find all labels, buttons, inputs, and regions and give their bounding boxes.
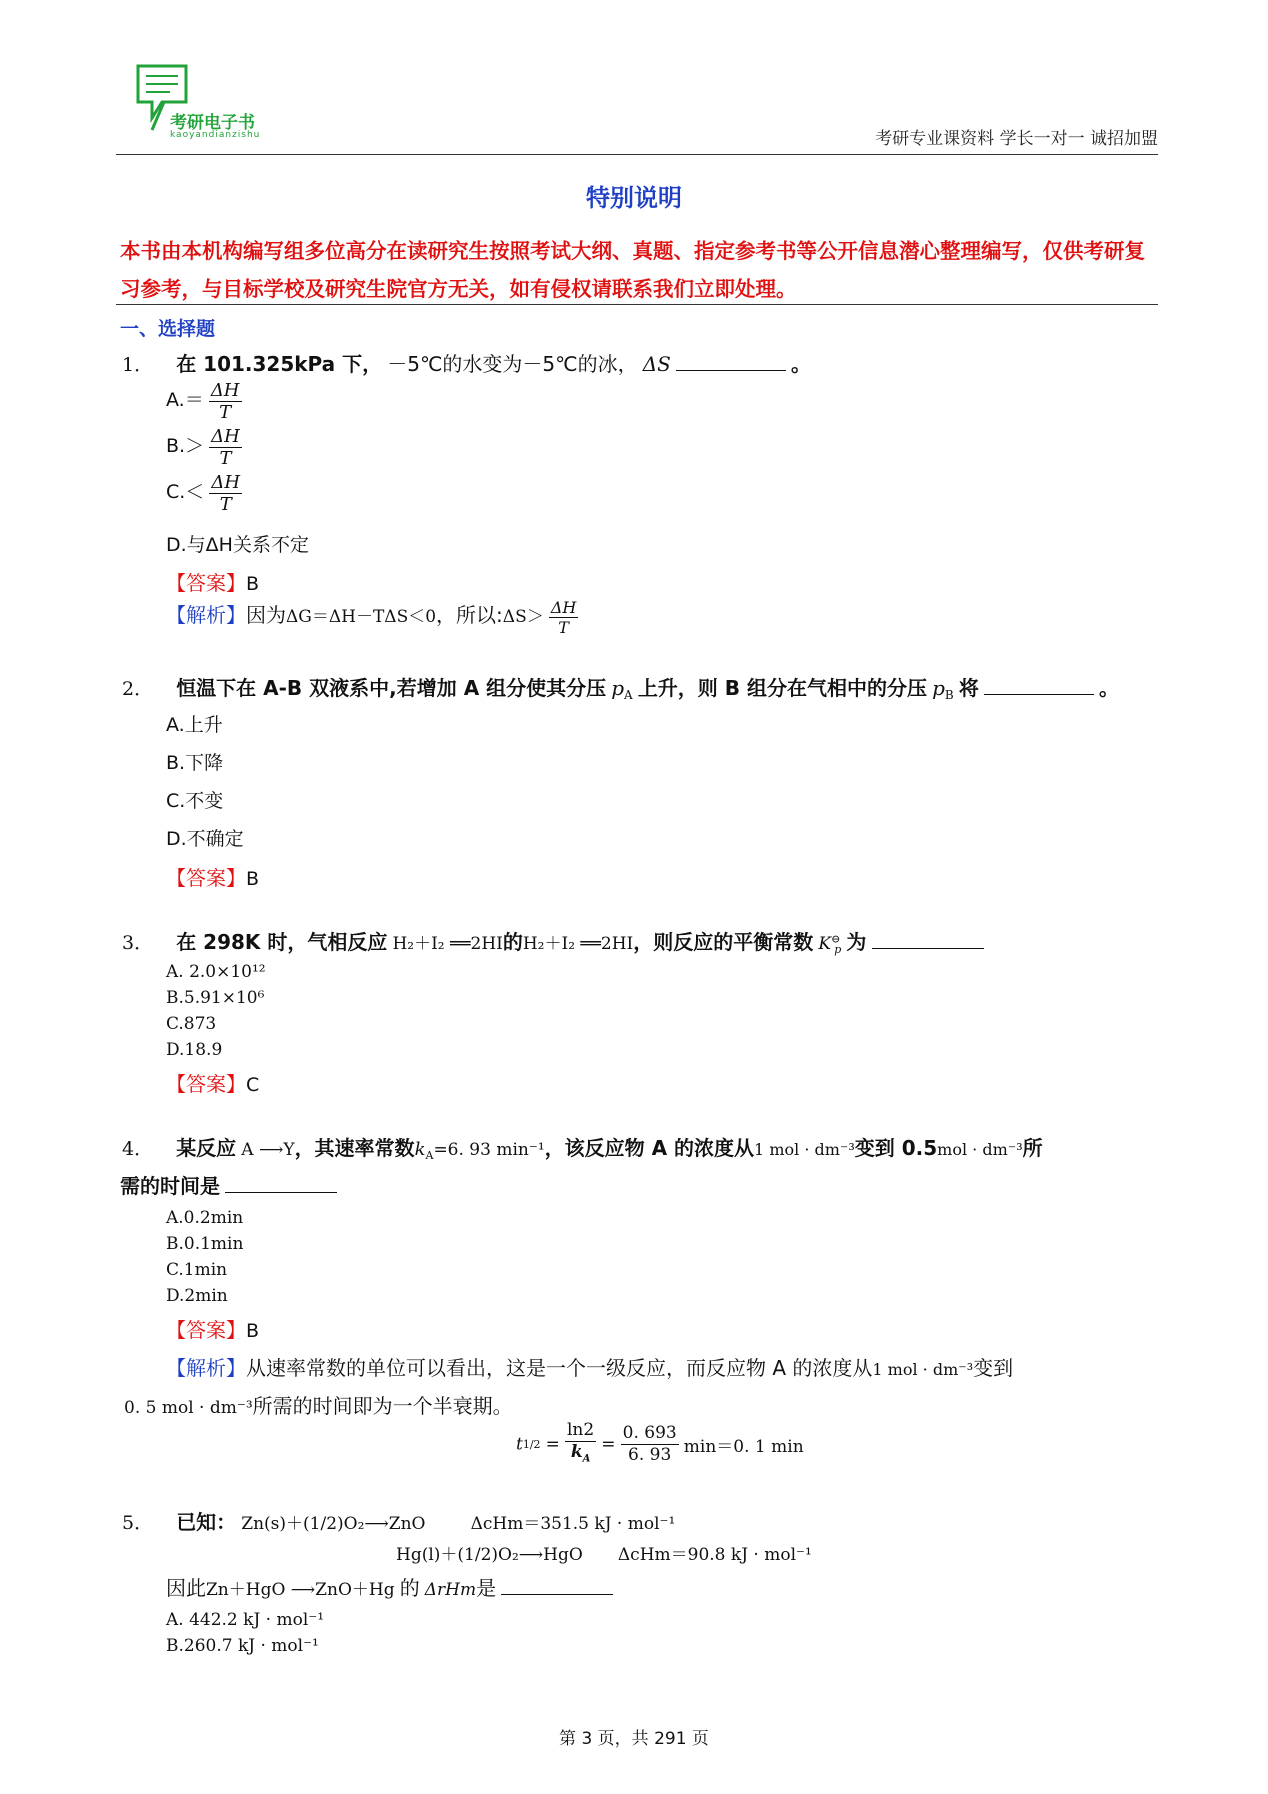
fraction-denominator: k — [570, 1442, 583, 1462]
explanation-tag: 【解析】 — [166, 1356, 246, 1380]
option-a — [166, 380, 242, 423]
reaction-3: Zn＋HgO ⟶ZnO＋Hg — [206, 1580, 395, 1600]
question-stem-end: 是 — [476, 1576, 497, 1600]
rate-constant-value: =6. 93 min⁻¹ — [433, 1140, 545, 1160]
special-notice-title: 特别说明 — [586, 184, 682, 212]
answer-blank — [225, 1191, 337, 1193]
question-stem: 恒温下在 A-B 双液系中,若增加 A 组分使其分压 — [176, 676, 607, 700]
answer-blank — [676, 369, 786, 371]
explanation-tag: 【解析】 — [166, 603, 246, 627]
fraction-numerator: ΔH — [210, 380, 240, 401]
enthalpy-1: ΔcHm＝351.5 kJ · mol⁻¹ — [470, 1514, 676, 1534]
fraction — [209, 380, 242, 423]
equation-result: min＝0. 1 min — [683, 1437, 804, 1458]
answer-value: B — [246, 573, 260, 595]
answer-value: B — [246, 1320, 260, 1342]
explanation-line-2 — [124, 1390, 513, 1419]
answer-tag: 【答案】 — [166, 1318, 246, 1342]
question-stem: 某反应 — [176, 1136, 237, 1160]
fraction-denominator: T — [219, 494, 232, 515]
option-d: D.不确定 — [166, 828, 244, 850]
question-stem-end: 为 — [846, 930, 867, 954]
option-d: D.与ΔH关系不定 — [166, 534, 309, 556]
reaction-1: Zn(s)＋(1/2)O₂⟶ZnO — [241, 1514, 426, 1534]
equals-sign: = — [545, 1434, 560, 1455]
delta-s: ΔS — [642, 352, 671, 376]
answer-line — [166, 567, 259, 596]
equilibrium-constant-sub: p — [834, 943, 842, 957]
pressure-b: p — [932, 676, 945, 700]
option-a: A. 442.2 kJ · mol⁻¹ — [166, 1610, 325, 1630]
question-5-line-2 — [396, 1540, 812, 1565]
explanation-text-2: ，所以: — [436, 603, 503, 627]
half-life-equation — [516, 1420, 804, 1469]
question-1 — [122, 348, 811, 377]
question-stem: 已知： — [176, 1510, 237, 1534]
answer-line — [166, 1314, 259, 1343]
explanation-text: 因为 — [246, 603, 286, 627]
fraction-denominator-sub: A — [582, 1453, 591, 1465]
pressure-a: p — [611, 676, 625, 700]
header-slogan: 考研专业课资料 学长一对一 诚招加盟 — [875, 129, 1158, 149]
question-stem-cont: 因此 — [166, 1576, 206, 1600]
question-stem-cont: －5℃的水变为－5℃的冰， — [387, 352, 638, 376]
section-title: 一、选择题 — [120, 318, 216, 340]
option-a: A.上升 — [166, 714, 223, 736]
reaction-equation-2: H₂＋I₂ ══2HI — [522, 934, 634, 954]
concentration-1: 1 mol · dm⁻³ — [754, 1140, 855, 1159]
enthalpy-2: ΔcHm＝90.8 kJ · mol⁻¹ — [617, 1545, 812, 1565]
question-4-line-2 — [120, 1170, 337, 1199]
explanation-line — [166, 598, 578, 637]
equals-sign-2: = — [601, 1434, 616, 1455]
answer-line — [166, 1068, 259, 1097]
option-b: B.下降 — [166, 752, 224, 774]
rate-constant: k — [414, 1139, 426, 1160]
equilibrium-constant-sup: ⊖ — [831, 932, 841, 946]
question-stem-cont-4: 所 — [1022, 1136, 1043, 1160]
question-5-line-3 — [166, 1572, 613, 1601]
equation-lhs: t — [516, 1434, 523, 1455]
question-stem-cont: 的 — [502, 930, 523, 954]
question-number: 5． — [122, 1512, 154, 1534]
option-c: C.不变 — [166, 790, 224, 812]
answer-blank — [501, 1593, 613, 1595]
explanation-concentration-2: 0. 5 mol · dm⁻³ — [124, 1398, 253, 1418]
question-stem-end: 将 — [958, 676, 979, 700]
pressure-b-sub: B — [944, 688, 954, 703]
question-stem-cont-2: 的 — [399, 1576, 420, 1600]
answer-tag: 【答案】 — [166, 1072, 246, 1096]
fraction-numerator: ΔH — [211, 426, 240, 447]
fraction — [549, 598, 579, 637]
special-notice-text: 本书由本机构编写组多位高分在读研究生按照考试大纲、真题、指定参考书等公开信息潜心整理编写，仅供考研复习参考，与目标学校及研究生院官方无关，如有侵权请联系我们立即处理。 — [120, 239, 1145, 301]
answer-line — [166, 862, 259, 891]
answer-tag: 【答案】 — [166, 866, 246, 890]
header-divider — [116, 154, 1158, 155]
fraction-numerator: ln2 — [566, 1420, 595, 1440]
question-number: 3． — [122, 932, 154, 954]
concentration-2: mol · dm⁻³ — [937, 1140, 1023, 1159]
option-c — [166, 472, 242, 515]
question-stem-cont-2: ，则反应的平衡常数 — [633, 930, 814, 954]
fraction — [209, 472, 242, 515]
answer-value: C — [246, 1074, 260, 1096]
question-stem-cont: ，其速率常数 — [294, 1136, 415, 1160]
fraction-numerator: ΔH — [211, 472, 241, 493]
question-stem: 在 101.325kPa 下， — [176, 352, 383, 376]
question-number: 1． — [122, 354, 154, 376]
fraction-numerator: ΔH — [550, 598, 577, 617]
option-b: B.5.91×10⁶ — [166, 988, 265, 1008]
reaction-equation: H₂＋I₂ ══2HI — [392, 934, 503, 954]
reaction-2: Hg(l)＋(1/2)O₂⟶HgO — [396, 1545, 583, 1565]
question-stem-cont-3: 变到 0.5 — [854, 1136, 938, 1160]
logo-text: 考研电子书 — [170, 113, 255, 133]
question-end: 。 — [791, 352, 812, 376]
option-a: A.0.2min — [166, 1208, 244, 1228]
question-stem-end: 需的时间是 — [120, 1174, 220, 1198]
fraction-denominator: T — [219, 448, 232, 469]
fraction-2 — [621, 1423, 679, 1466]
question-5 — [122, 1506, 675, 1535]
pressure-a-sub: A — [624, 688, 633, 703]
question-stem-cont: 上升，则 B 组分在气相中的分压 — [637, 676, 927, 700]
explanation-text-3: 所需的时间即为一个半衰期。 — [252, 1394, 513, 1418]
option-b: B.0.1min — [166, 1234, 244, 1254]
fraction-numerator: 0. 693 — [622, 1423, 677, 1444]
explanation-math-2: ΔS＞ — [502, 607, 544, 627]
question-number: 2． — [122, 678, 154, 700]
option-label: A.＝ — [166, 389, 204, 411]
question-3 — [122, 926, 984, 956]
fraction — [209, 426, 242, 469]
explanation-text-2: 变到 — [973, 1356, 1014, 1380]
explanation-concentration-1: 1 mol · dm⁻³ — [872, 1360, 974, 1379]
fraction-denominator: T — [558, 618, 569, 637]
rate-constant-sub: A — [425, 1149, 434, 1163]
option-a: A. 2.0×10¹² — [166, 962, 266, 982]
reaction-equation: A ⟶Y — [241, 1140, 295, 1160]
question-stem-cont-2: ，该反应物 A 的浓度从 — [544, 1136, 755, 1160]
option-c: C.1min — [166, 1260, 228, 1280]
option-c: C.873 — [166, 1014, 217, 1034]
option-d: D.2min — [166, 1286, 228, 1306]
fraction-denominator: T — [219, 402, 232, 423]
option-label: B.＞ — [166, 435, 205, 457]
reaction-enthalpy: ΔrHm — [424, 1580, 477, 1600]
question-number: 4． — [122, 1138, 154, 1160]
answer-tag: 【答案】 — [166, 571, 246, 595]
option-b — [166, 426, 242, 469]
logo-subtext: kaoyandianzishu — [170, 130, 261, 140]
answer-value: B — [246, 868, 260, 890]
answer-blank — [872, 947, 984, 949]
page-footer: 第 3 页，共 291 页 — [559, 1729, 709, 1749]
option-label: C.＜ — [166, 481, 205, 503]
fraction-denominator: 6. 93 — [628, 1445, 672, 1466]
question-end: 。 — [1099, 676, 1119, 700]
equation-lhs-sub: 1/2 — [522, 1438, 541, 1452]
notice-divider — [116, 304, 1158, 305]
explanation-math: ΔG＝ΔH－TΔS＜0 — [286, 607, 437, 627]
question-4 — [122, 1132, 1043, 1162]
equilibrium-constant: K — [818, 934, 832, 954]
explanation-line — [166, 1352, 1013, 1381]
option-b: B.260.7 kJ · mol⁻¹ — [166, 1636, 319, 1656]
answer-blank — [984, 693, 1094, 695]
question-stem: 在 298K 时，气相反应 — [176, 930, 388, 954]
question-2 — [122, 672, 1119, 702]
fraction-1 — [565, 1420, 596, 1469]
explanation-text: 从速率常数的单位可以看出，这是一个一级反应，而反应物 A 的浓度从 — [246, 1356, 873, 1380]
option-d: D.18.9 — [166, 1040, 223, 1060]
